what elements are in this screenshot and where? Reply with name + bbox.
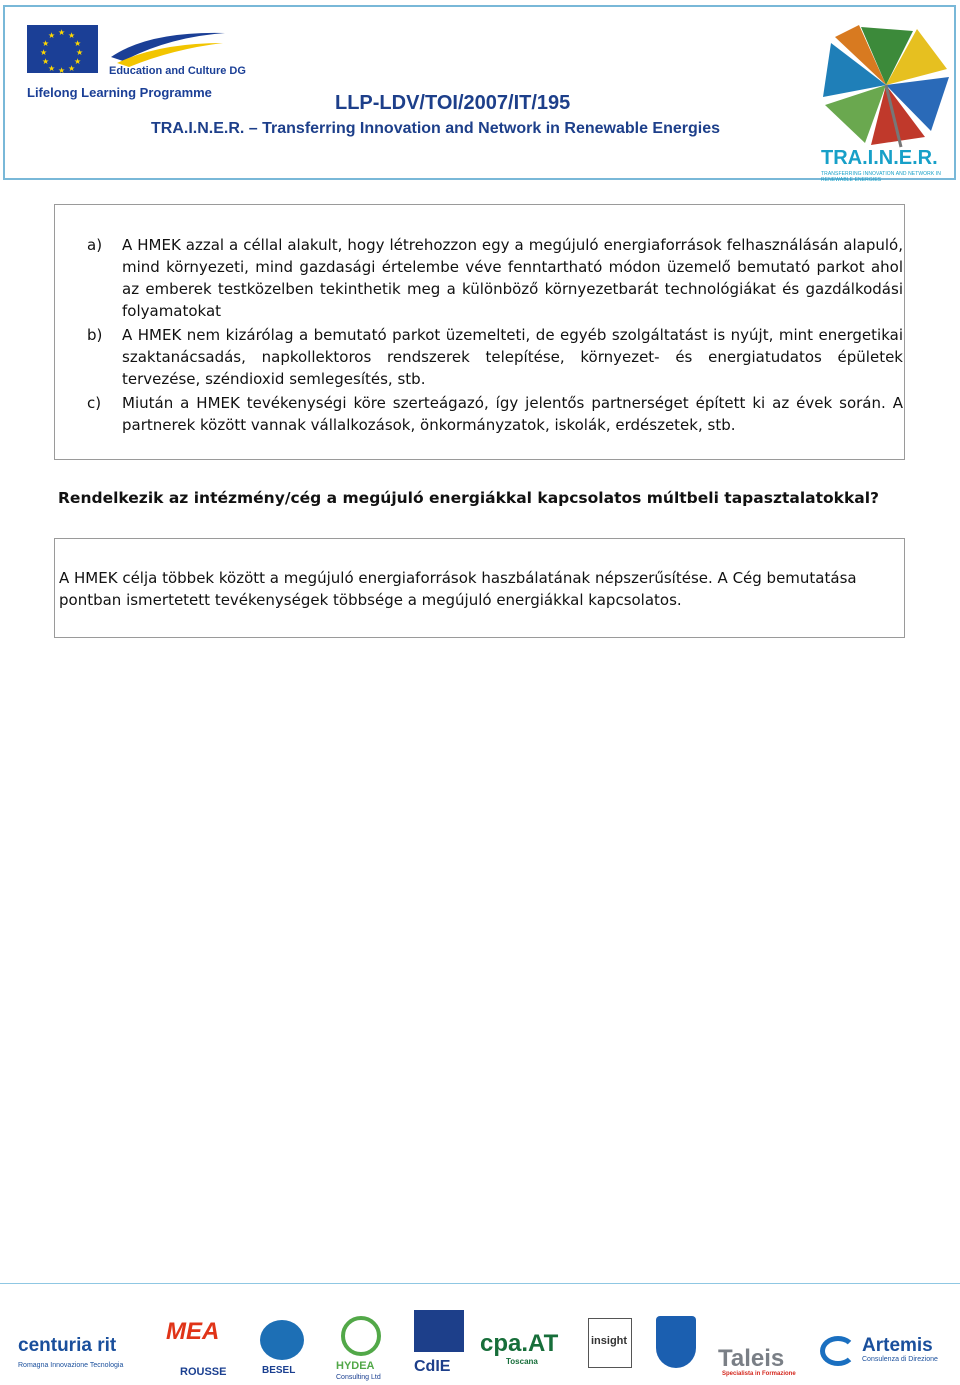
artemis-logo-subtitle: Consulenza di Direzione — [862, 1356, 938, 1363]
pinwheel-logo-icon — [821, 21, 951, 149]
mea-logo: MEA — [166, 1318, 220, 1345]
list-marker: a) — [87, 236, 103, 254]
eac-swoosh-icon — [109, 27, 227, 69]
besel-logo: BESEL — [262, 1365, 296, 1376]
cdie-logo: CdIE — [414, 1358, 451, 1375]
cpa-logo-subtitle: Toscana — [506, 1357, 538, 1366]
rousse-logo-label: ROUSSE — [180, 1366, 227, 1378]
taleis-logo-subtitle: Specialista in Formazione — [722, 1371, 796, 1377]
trainer-logo-subtitle: TRANSFERRING INNOVATION AND NETWORK IN RENEWABLE ENERGIES — [821, 171, 942, 183]
trainer-logo-title: TRA.I.N.E.R. — [821, 147, 938, 169]
municipal-crest-icon — [656, 1316, 696, 1368]
cpa-logo: cpa.AT — [480, 1330, 559, 1357]
page-header — [3, 5, 956, 183]
list-item — [87, 324, 903, 390]
footer-divider — [0, 1283, 960, 1284]
list-item-text: A HMEK nem kizárólag a bemutató parkot üzemelteti, de egyéb szolgáltatást is nyújt, mint energetikai szaktanácsadás, napkollektoros rendszerek telepítése, környezet- és energiatudatos épületek tervezése, széndioxid semlegesítés, stb. — [122, 326, 903, 388]
list-item-text: Miután a HMEK tevékenységi köre szerteágazó, így jelentős partnerséget épített ki az évek során. A partnerek között vannak vállalkozások, önkormányzatok, iskolák, erdészetek, stb. — [122, 394, 903, 434]
taleis-logo: Taleis — [718, 1345, 785, 1372]
list-item-text: A HMEK azzal a céllal alakult, hogy létrehozzon egy a megújuló energiaforrások felhasználásán alapuló, mind környezeti, mind gazdasági értelembe véve fenntartható módon üzemelő bemutató parkot ahol az emberek testközelben tekinthetik meg a különböző környezetbarát technológiákat és gazdálkodási folyamatokat — [122, 236, 903, 320]
question-heading: Rendelkezik az intézmény/cég a megújuló energiákkal kapcsolatos múltbeli tapasztalatokkal? — [58, 489, 880, 507]
artemis-mark-icon — [820, 1336, 856, 1366]
project-title: TRA.I.N.E.R. – Transferring Innovation and Network in Renewable Energies — [151, 120, 720, 137]
centuria-logo-subtitle: Romagna Innovazione Tecnologia — [18, 1362, 124, 1369]
centuria-logo: centuria rit — [18, 1335, 117, 1356]
insight-logo: insight — [591, 1335, 628, 1347]
description-box — [54, 204, 905, 460]
answer-box — [54, 538, 905, 638]
programme-label: Lifelong Learning Programme — [27, 85, 212, 100]
project-code: LLP-LDV/TOI/2007/IT/195 — [335, 92, 571, 114]
list-marker: c) — [87, 394, 102, 412]
eac-label: Education and Culture DG — [109, 65, 246, 77]
answer-text: A HMEK célja többek között a megújuló energiaforrások haszbálatának népszerűsítése. A Cég bemutatása pontban ismertetett tevékenységek többsége a megújuló energiákkal kapcsolatos. — [59, 569, 857, 609]
hydea-logo-subtitle: Consulting Ltd — [336, 1374, 381, 1381]
list-marker: b) — [87, 326, 103, 344]
hydea-logo: HYDEA — [336, 1360, 375, 1372]
besel-mark-icon — [260, 1320, 304, 1360]
cdie-mark-icon — [414, 1310, 464, 1352]
description-list — [87, 234, 903, 436]
list-item — [87, 392, 903, 436]
artemis-logo: Artemis — [862, 1335, 933, 1356]
hydea-mark-icon — [341, 1316, 381, 1356]
list-item — [87, 234, 903, 322]
eu-flag-icon: ★ ★ ★ ★ ★ ★ ★ ★ ★ ★ ★ ★ — [27, 25, 98, 73]
